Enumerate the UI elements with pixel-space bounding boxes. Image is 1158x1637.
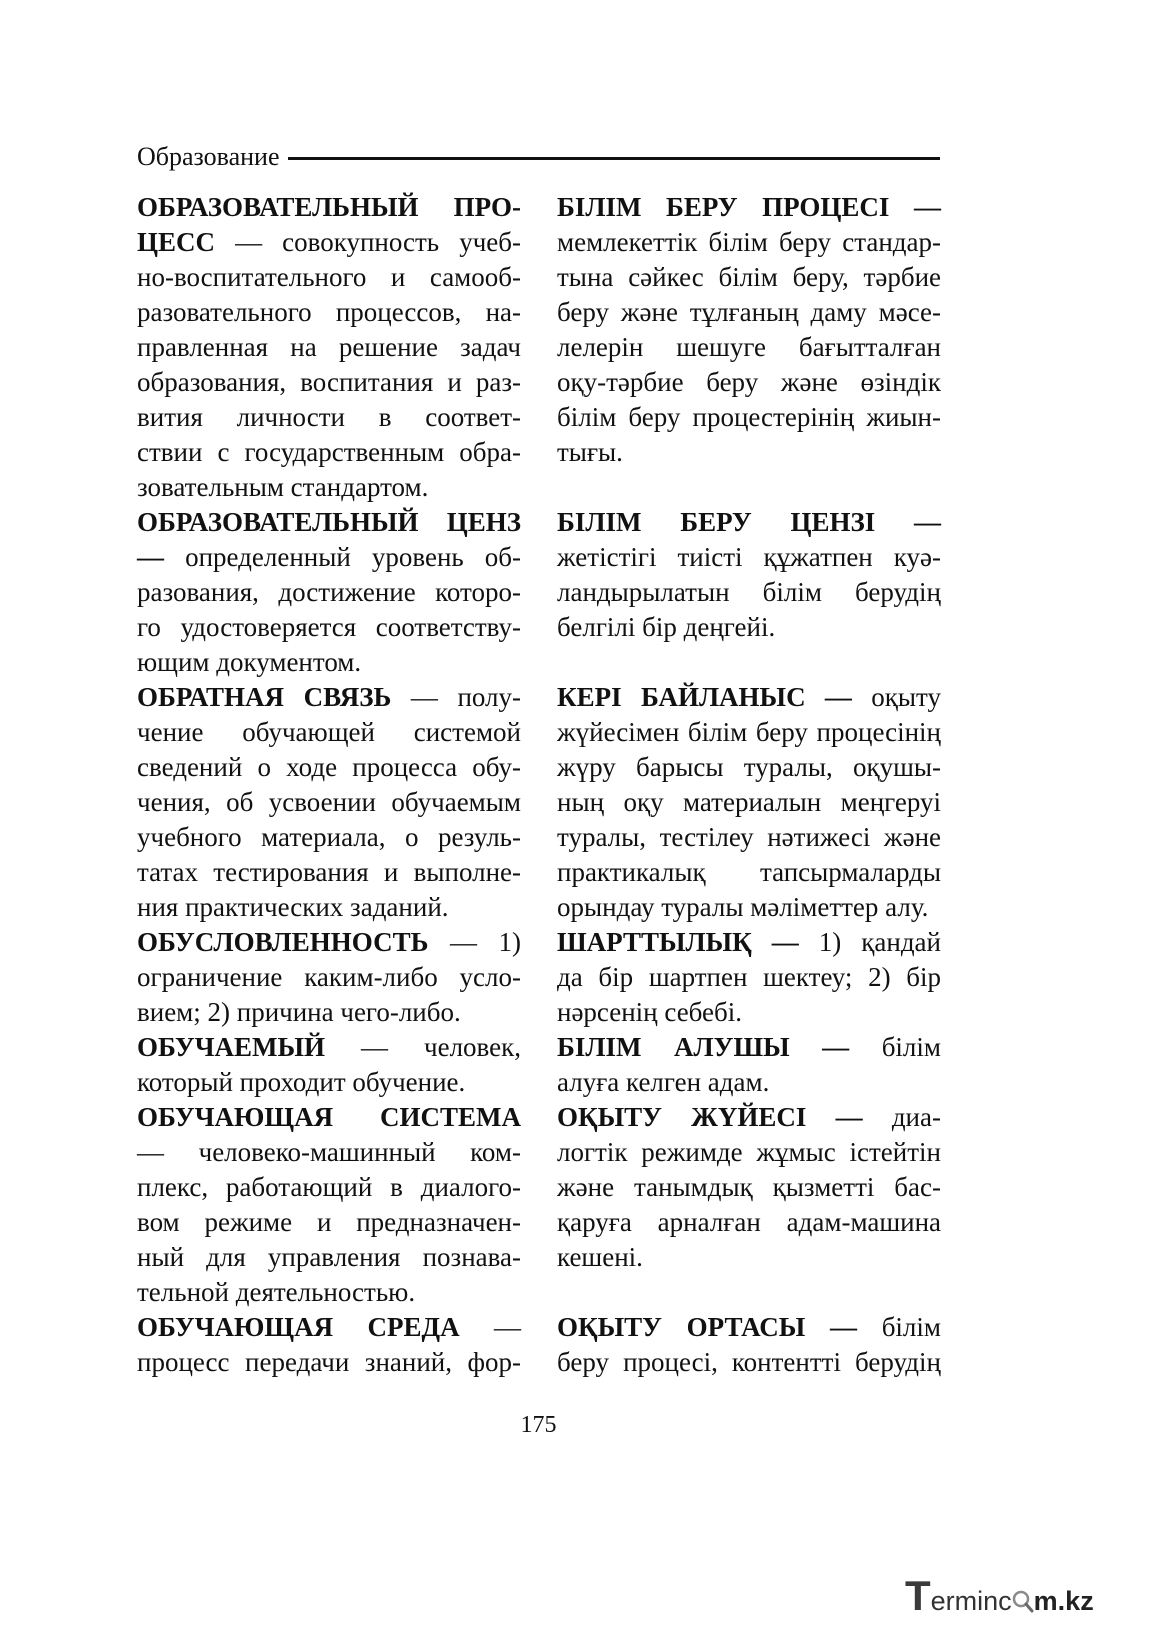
entry-line xyxy=(557,1240,941,1275)
entry-definition-text: практикалық тапсырмаларды xyxy=(557,857,941,887)
entry-line xyxy=(137,960,521,995)
entry-headword: ОБРАТНАЯ СВЯЗЬ xyxy=(137,682,392,712)
entry-definition-text: тына сәйкес білім беру, тәрбие xyxy=(557,262,941,292)
site-watermark-logo xyxy=(905,1572,1094,1620)
entry-headword: КЕРІ БАЙЛАНЫС — xyxy=(557,682,852,712)
entry-definition-text: логтік режимде жұмыс істейтін xyxy=(557,1137,941,1167)
entry-definition-text: оқу-тәрбие беру және өзіндік xyxy=(557,367,941,397)
dictionary-entry-kk xyxy=(557,680,941,925)
entry-line xyxy=(557,1310,941,1345)
dictionary-entry-kk xyxy=(557,1100,941,1275)
entry-headword: БІЛІМ БЕРУ ПРОЦЕСІ — xyxy=(557,192,941,222)
entry-definition-text: сведений о ходе процесса обу- xyxy=(137,752,521,782)
entry-definition-text: ның оқу материалын меңгеруі xyxy=(557,787,941,817)
entry-headword: ОБРАЗОВАТЕЛЬНЫЙ ЦЕНЗ xyxy=(137,507,521,537)
entry-line xyxy=(137,855,521,890)
entry-headword: БІЛІМ БЕРУ ЦЕНЗІ — xyxy=(557,507,941,537)
entry-line xyxy=(557,400,941,435)
entry-definition-text: да бір шартпен шектеу; 2) бір xyxy=(557,962,941,992)
entry-line xyxy=(137,785,521,820)
entry-line xyxy=(557,995,941,1030)
entry-definition-text: учебного материала, о резуль- xyxy=(137,822,521,852)
entry-definition-text: мемлекеттік білім беру стандар- xyxy=(557,227,941,257)
entry-line xyxy=(137,1100,521,1135)
entry-definition-text: жүру барысы туралы, оқушы- xyxy=(557,752,941,782)
entry-definition-text: білім xyxy=(849,1032,941,1062)
dictionary-entry-kk xyxy=(557,1030,941,1100)
entry-line xyxy=(557,225,941,260)
entry-line xyxy=(137,260,521,295)
entry-line xyxy=(557,1205,941,1240)
dictionary-entry-ru xyxy=(137,680,521,925)
entry-definition-text: оқыту xyxy=(851,682,941,712)
entry-line xyxy=(137,645,521,680)
entry-definition-text: туралы, тестілеу нәтижесі және xyxy=(557,822,941,852)
entry-line xyxy=(557,960,941,995)
entry-line xyxy=(557,1135,941,1170)
entry-headword: ЦЕСС xyxy=(137,227,216,257)
entry-line xyxy=(137,1030,521,1065)
entry-definition-text: орындау туралы мәліметтер алу. xyxy=(557,892,929,922)
entry-definition-text: вития личности в соответ- xyxy=(137,402,521,432)
dictionary-entry-ru xyxy=(137,190,521,505)
entry-line xyxy=(137,1310,521,1345)
dictionary-entry-kk xyxy=(557,505,941,645)
entry-line xyxy=(137,505,521,540)
entry-line xyxy=(557,575,941,610)
entry-definition-text: алуға келген адам. xyxy=(557,1067,770,1097)
entry-line xyxy=(557,295,941,330)
entry-headword: ОҚЫТУ ЖҮЙЕСІ — xyxy=(557,1102,863,1132)
entry-line xyxy=(557,750,941,785)
entry-line xyxy=(137,890,521,925)
entry-definition-text: беру және тұлғаның даму мәсе- xyxy=(557,297,941,327)
entry-line xyxy=(137,995,521,1030)
entry-definition-text: 1) қандай xyxy=(798,927,941,957)
entry-definition-text: белгілі бір деңгейі. xyxy=(557,612,776,642)
entry-line xyxy=(557,855,941,890)
entry-line xyxy=(557,820,941,855)
entry-definition-text: тығы. xyxy=(557,437,623,467)
dictionary-entry-kk xyxy=(557,925,941,1030)
running-header xyxy=(137,142,940,172)
entry-definition-text: тельной деятельностью. xyxy=(137,1277,416,1307)
entry-line xyxy=(137,365,521,400)
entry-line xyxy=(557,1065,941,1100)
entry-headword: ОБУЧАЮЩАЯ СРЕДА xyxy=(137,1312,460,1342)
entry-definition-text: ствии с государственным обра- xyxy=(137,437,521,467)
entry-line xyxy=(137,1170,521,1205)
entry-definition-text: разовательного процессов, на- xyxy=(137,297,521,327)
entry-definition-text: чение обучающей системой xyxy=(137,717,521,747)
entry-line xyxy=(557,330,941,365)
entry-line xyxy=(137,190,521,225)
entry-definition-text: қаруға арналған адам-машина xyxy=(557,1207,941,1237)
entry-definition-text: ния практических заданий. xyxy=(137,892,449,922)
entry-headword: — xyxy=(137,542,164,572)
dictionary-entry-ru xyxy=(137,1310,521,1380)
dictionary-columns xyxy=(137,190,941,1380)
entry-definition-text: плекс, работающий в диалого- xyxy=(137,1172,521,1202)
logo-text-middle: erminc xyxy=(930,1586,1012,1616)
entry-line xyxy=(557,715,941,750)
entry-headword: ОБРАЗОВАТЕЛЬНЫЙ ПРО- xyxy=(137,192,521,222)
entry-headword: ОҚЫТУ ОРТАСЫ — xyxy=(557,1312,857,1342)
entry-headword: ОБУСЛОВЛЕННОСТЬ xyxy=(137,927,429,957)
magnifier-icon xyxy=(1012,1588,1034,1614)
entry-line xyxy=(137,295,521,330)
entry-definition-text: лелерін шешуге бағытталған xyxy=(557,332,941,362)
entry-headword: ОБУЧАЕМЫЙ xyxy=(137,1032,326,1062)
entry-line xyxy=(137,330,521,365)
entry-definition-text: беру процесі, контентті берудің xyxy=(557,1347,941,1377)
entry-line xyxy=(137,1345,521,1380)
entry-line xyxy=(557,190,941,225)
dictionary-entry-ru xyxy=(137,505,521,680)
entry-line xyxy=(137,1240,521,1275)
entry-line xyxy=(137,225,521,260)
entry-definition-text: татах тестирования и выполне- xyxy=(137,857,521,887)
entry-headword: ШАРТТЫЛЫҚ — xyxy=(557,927,799,957)
entry-definition-text: — полу- xyxy=(391,682,521,712)
entry-definition-text: процесс передачи знаний, фор- xyxy=(137,1347,521,1377)
entry-line xyxy=(137,820,521,855)
entry-line xyxy=(557,540,941,575)
entry-definition-text: го удостоверяется соответству- xyxy=(137,612,521,642)
entry-definition-text: — 1) xyxy=(428,927,521,957)
entry-line xyxy=(137,750,521,785)
entry-definition-text: разования, достижение которо- xyxy=(137,577,521,607)
entry-definition-text: кешені. xyxy=(557,1242,643,1272)
entry-line xyxy=(557,260,941,295)
entry-line xyxy=(557,785,941,820)
entry-line xyxy=(557,925,941,960)
entry-line xyxy=(557,365,941,400)
entry-definition-text: вом режиме и предназначен- xyxy=(137,1207,521,1237)
entry-line xyxy=(137,575,521,610)
logo-initial: T xyxy=(905,1572,931,1619)
entry-definition-text: және танымдық қызметті бас- xyxy=(557,1172,941,1202)
entry-line xyxy=(137,1135,521,1170)
entry-line xyxy=(557,1030,941,1065)
entry-line xyxy=(137,1065,521,1100)
entry-definition-text: ющим документом. xyxy=(137,647,362,677)
entry-line xyxy=(557,890,941,925)
entry-definition-text: ландырылатын білім берудің xyxy=(557,577,941,607)
entry-definition-text: вием; 2) причина чего-либо. xyxy=(137,997,461,1027)
running-header-title: Образование xyxy=(137,142,280,171)
logo-text-end: m.kz xyxy=(1033,1586,1094,1616)
entry-line xyxy=(137,715,521,750)
entry-definition-text: диа- xyxy=(862,1102,941,1132)
dictionary-entry-ru xyxy=(137,925,521,1030)
entry-line xyxy=(557,610,941,645)
entry-definition-text: білім беру процестерінің жиын- xyxy=(557,402,941,432)
entry-line xyxy=(557,1100,941,1135)
entry-line xyxy=(137,540,521,575)
entry-line xyxy=(137,1275,521,1310)
entry-definition-text: — совокупность учеб- xyxy=(215,227,521,257)
entry-definition-text: — человеко-машинный ком- xyxy=(137,1137,521,1167)
entry-line xyxy=(137,680,521,715)
entry-line xyxy=(557,1345,941,1380)
entry-definition-text: ный для управления познава- xyxy=(137,1242,521,1272)
entry-definition-text: — xyxy=(459,1312,521,1342)
entry-definition-text: чения, об усвоении обучаемым xyxy=(137,787,521,817)
entry-definition-text: білім xyxy=(856,1312,941,1342)
entry-definition-text: образования, воспитания и раз- xyxy=(137,367,521,397)
entry-definition-text: — человек, xyxy=(325,1032,521,1062)
entry-definition-text: зовательным стандартом. xyxy=(137,472,429,502)
entry-definition-text: жүйесімен білім беру процесінің xyxy=(557,717,941,747)
entry-line xyxy=(137,470,521,505)
entry-definition-text: который проходит обучение. xyxy=(137,1067,466,1097)
entry-line xyxy=(557,435,941,470)
entry-line xyxy=(557,680,941,715)
dictionary-entry-kk xyxy=(557,190,941,470)
entry-line xyxy=(137,1205,521,1240)
entry-line xyxy=(557,505,941,540)
entry-definition-text: правленная на решение задач xyxy=(137,332,521,362)
entry-definition-text: определенный уровень об- xyxy=(164,542,521,572)
entry-definition-text: нәрсенің себебі. xyxy=(557,997,743,1027)
dictionary-entry-ru xyxy=(137,1030,521,1100)
dictionary-entry-kk xyxy=(557,1310,941,1380)
entry-line xyxy=(557,1170,941,1205)
page-number: 175 xyxy=(520,1412,557,1438)
entry-headword: БІЛІМ АЛУШЫ — xyxy=(557,1032,850,1062)
entry-line xyxy=(137,400,521,435)
entry-line xyxy=(137,610,521,645)
dictionary-entry-ru xyxy=(137,1100,521,1310)
entry-definition-text: ограничение каким-либо усло- xyxy=(137,962,521,992)
entry-headword: ОБУЧАЮЩАЯ СИСТЕМА xyxy=(137,1102,521,1132)
entry-definition-text: жетістігі тиісті құжатпен куә- xyxy=(557,542,941,572)
entry-line xyxy=(137,435,521,470)
entry-line xyxy=(137,925,521,960)
header-rule xyxy=(288,157,940,160)
entry-definition-text: но-воспитательного и самооб- xyxy=(137,262,521,292)
